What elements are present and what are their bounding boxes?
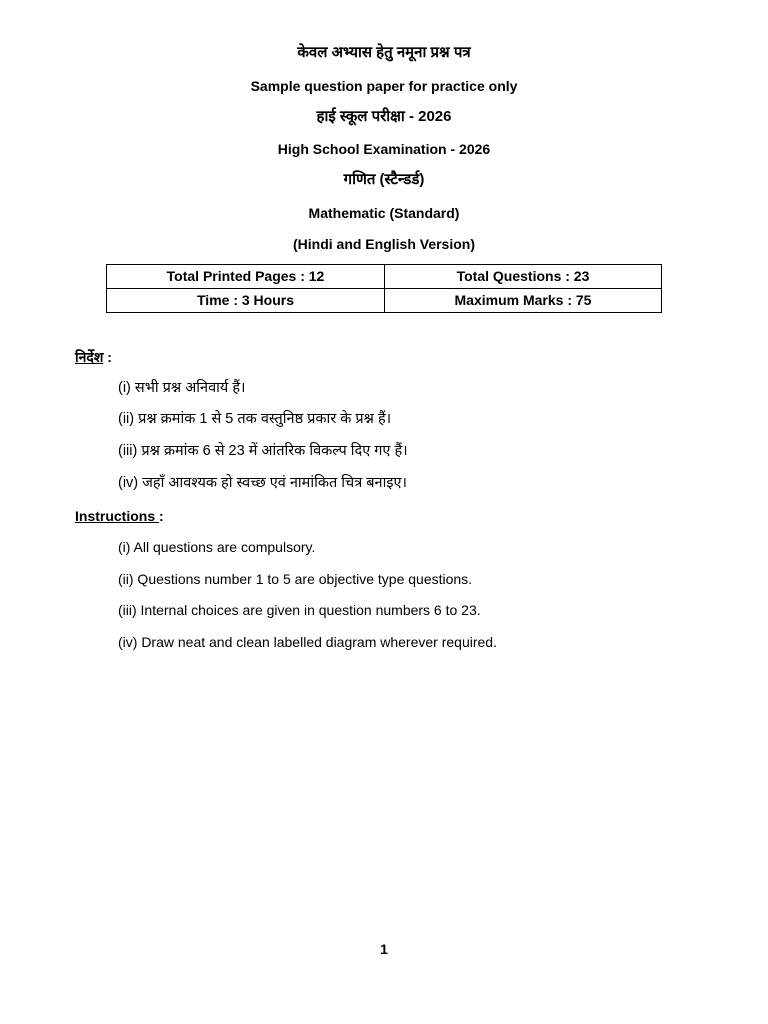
exam-hindi: हाई स्कूल परीक्षा - 2026 — [316, 108, 452, 125]
maximum-marks-cell: Maximum Marks : 75 — [385, 289, 662, 313]
time-cell: Time : 3 Hours — [107, 289, 385, 313]
instruction-hindi-item: (ii) प्रश्न क्रमांक 1 से 5 तक वस्तुनिष्ठ प्रकार के प्रश्न हैं। — [118, 411, 392, 427]
title-english: Sample question paper for practice only — [250, 78, 518, 94]
table-row — [107, 265, 662, 289]
instructions-english-heading — [75, 507, 164, 525]
instruction-english-item: (iii) Internal choices are given in question numbers 6 to 23. — [118, 602, 481, 618]
instructions-hindi-heading — [75, 348, 112, 366]
total-questions-cell: Total Questions : 23 — [385, 265, 662, 289]
version-label: (Hindi and English Version) — [292, 236, 475, 252]
page-number: 1 — [380, 941, 388, 957]
instructions-english-heading-colon: : — [159, 508, 164, 524]
instruction-english-item: (i) All questions are compulsory. — [118, 539, 316, 555]
subject-hindi: गणित (स्टैन्डर्ड) — [343, 171, 425, 188]
instruction-hindi-item: (iv) जहाँ आवश्यक हो स्वच्छ एवं नामांकित चित्र बनाइए। — [118, 475, 407, 491]
exam-info-table — [106, 264, 662, 313]
title-hindi: केवल अभ्यास हेतु नमूना प्रश्न पत्र — [297, 44, 471, 61]
instruction-hindi-item: (iii) प्रश्न क्रमांक 6 से 23 में आंतरिक विकल्प दिए गए हैं। — [118, 443, 408, 459]
instruction-english-item: (ii) Questions number 1 to 5 are objective type questions. — [118, 571, 473, 587]
instruction-english-item: (iv) Draw neat and clean labelled diagram wherever required. — [118, 634, 497, 650]
instructions-hindi-heading-colon: : — [103, 349, 112, 365]
instructions-hindi-heading-text: निर्देश — [75, 349, 104, 365]
exam-english: High School Examination - 2026 — [277, 141, 491, 157]
subject-english: Mathematic (Standard) — [308, 205, 460, 221]
instruction-hindi-item: (i) सभी प्रश्न अनिवार्य हैं। — [118, 380, 246, 396]
instructions-english-heading-text: Instructions — [75, 508, 160, 524]
total-pages-cell: Total Printed Pages : 12 — [107, 265, 385, 289]
table-row — [107, 289, 662, 313]
